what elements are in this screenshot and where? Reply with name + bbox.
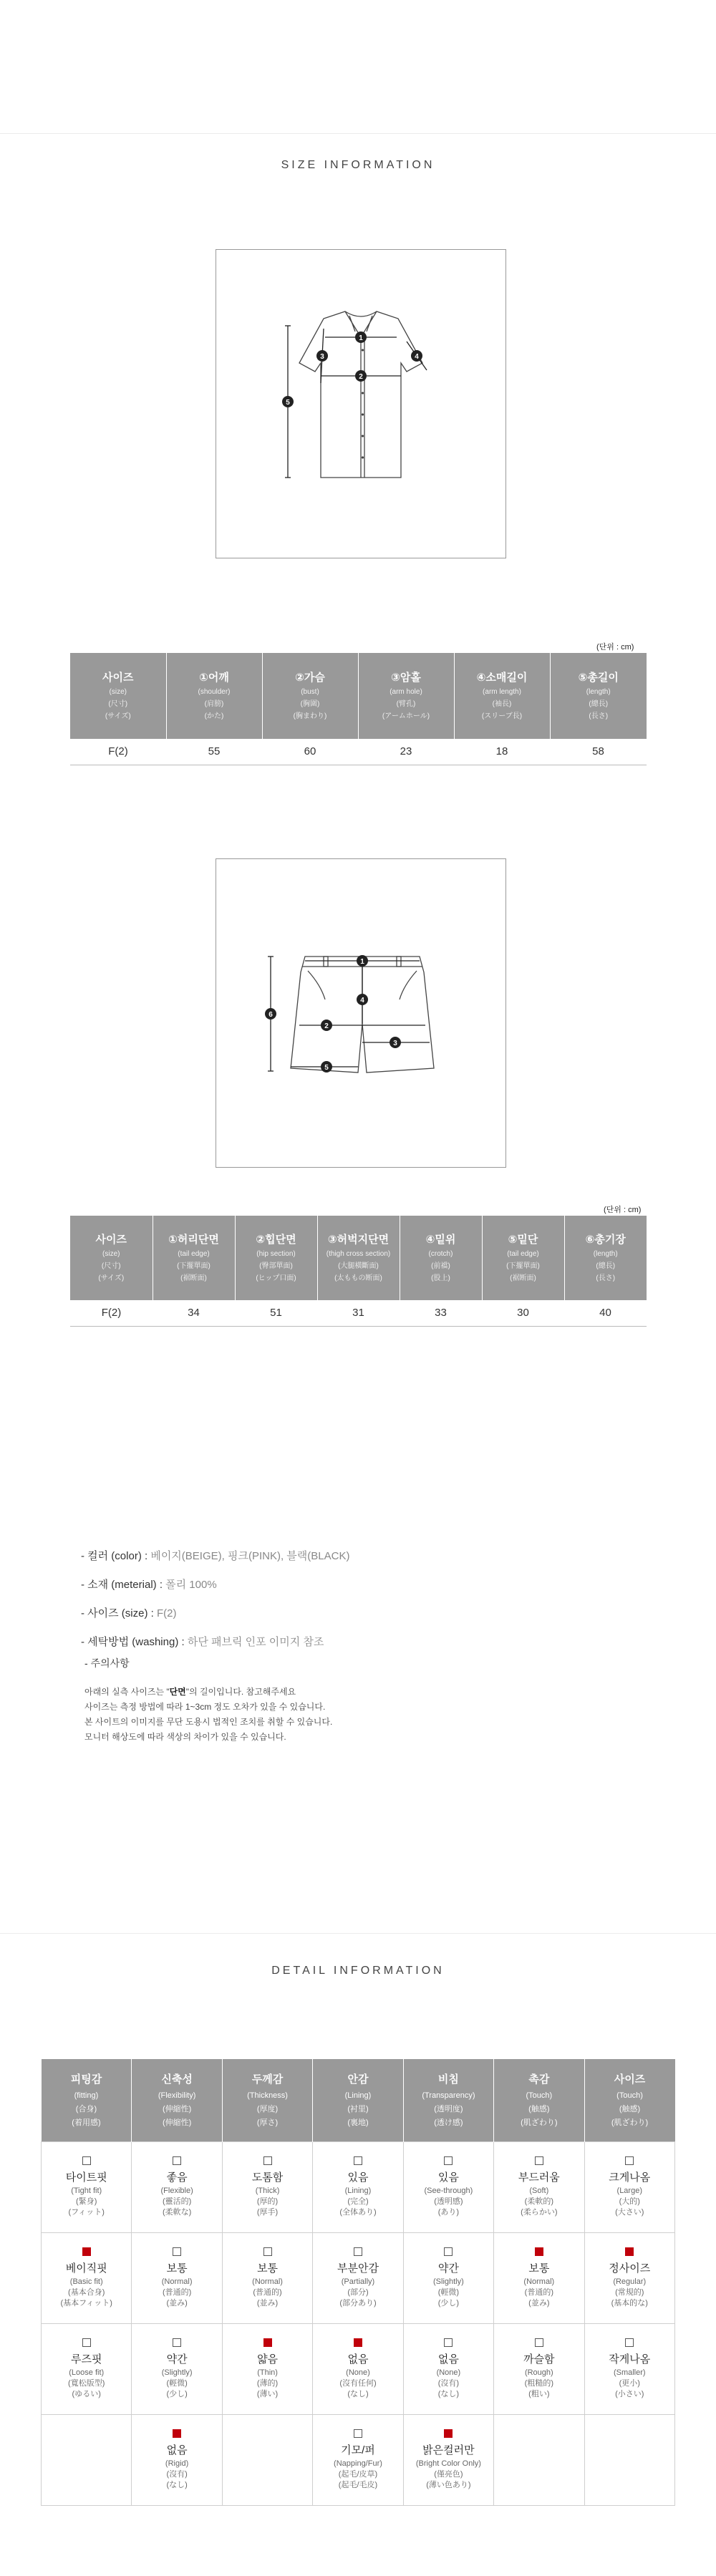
option-sub: (基本的な) [611, 2298, 648, 2308]
option-sub: (Flexible) [160, 2186, 193, 2195]
option-label: 정사이즈 [609, 2262, 651, 2275]
top-unit-note: (단위 : cm) [596, 643, 634, 652]
detail-option [223, 2156, 312, 2218]
option-sub: (Regular) [613, 2277, 647, 2286]
detail-option-cell [313, 2323, 403, 2414]
unchecked-box-icon [82, 2338, 91, 2347]
detail-option-cell [132, 2414, 222, 2505]
detail-option [313, 2338, 402, 2400]
marker-3-label: 3 [320, 353, 324, 361]
table-cell: 30 [482, 1300, 564, 1326]
empty-cell [222, 2414, 312, 2505]
detail-option [494, 2338, 584, 2400]
top-size-table [70, 653, 647, 765]
option-label: 타이트핏 [65, 2171, 107, 2184]
table-cell: F(2) [70, 739, 166, 765]
bottom-size-table [70, 1216, 647, 1327]
unchecked-box-icon [263, 2156, 272, 2165]
option-sub: (粗糙的) [524, 2378, 553, 2388]
option-sub: (粗い) [528, 2389, 550, 2398]
checked-box-icon [625, 2247, 634, 2256]
top-header-size: 사이즈 (size) (尺寸) (サイズ) [70, 653, 166, 739]
bottom-illustration [216, 859, 505, 1167]
top-header-armhole: ③암홀 (arm hole) (臂孔) (アームホール) [358, 653, 454, 739]
option-label: 없음 [437, 2353, 459, 2366]
checked-box-icon [535, 2247, 543, 2256]
detail-option-cell [313, 2141, 403, 2232]
option-label: 도톰함 [251, 2171, 284, 2184]
detail-option [42, 2156, 131, 2218]
list-item: - 사이즈 (size) : F(2) [81, 1607, 177, 1619]
shirt-illustration [216, 250, 505, 558]
option-sub: (Tight fit) [71, 2186, 102, 2195]
option-sub: (大的) [619, 2197, 640, 2206]
option-sub: (柔軟的) [524, 2197, 553, 2206]
detail-header-size: 사이즈 (Touch) (触感) (肌ざわり) [584, 2059, 674, 2141]
unchecked-box-icon [263, 2247, 272, 2256]
bottom-header-thigh: ③허벅지단면 (thigh cross section) (大腿橫斷面) (太ももの断面) [317, 1216, 400, 1300]
checked-box-icon [82, 2247, 91, 2256]
option-label: 있음 [347, 2171, 369, 2184]
detail-option-cell [132, 2141, 222, 2232]
option-sub: (起毛/皮草) [338, 2469, 378, 2479]
option-sub: (輕微) [166, 2378, 188, 2388]
checked-box-icon [444, 2429, 453, 2438]
marker-5-label: 5 [324, 1064, 329, 1072]
marker-4-label: 4 [360, 997, 364, 1004]
option-sub: (大さい) [615, 2207, 644, 2217]
checked-box-icon [354, 2338, 362, 2347]
table-cell: 58 [550, 739, 647, 765]
detail-info-title: DETAIL INFORMATION [271, 1965, 445, 1977]
option-sub: (ゆるい) [72, 2389, 101, 2398]
unchecked-box-icon [82, 2156, 91, 2165]
detail-option [223, 2338, 312, 2400]
table-cell: 55 [166, 739, 262, 765]
option-sub: (輕微) [437, 2287, 460, 2297]
unchecked-box-icon [173, 2338, 181, 2347]
option-label: 보통 [528, 2262, 550, 2275]
detail-option [313, 2429, 402, 2491]
option-sub: (Slightly) [433, 2277, 464, 2286]
bottom-header-hip: ②힙단면 (hip section) (臀部單面) (ヒップ口面) [235, 1216, 317, 1300]
unchecked-box-icon [173, 2156, 181, 2165]
option-sub: (なし) [166, 2480, 188, 2489]
detail-option [132, 2156, 221, 2218]
option-label: 부드러움 [518, 2171, 560, 2184]
detail-option [42, 2338, 131, 2400]
detail-header-flexibility: 신축성 (Flexibility) (伸縮性) (伸縮性) [132, 2059, 222, 2141]
unchecked-box-icon [535, 2338, 543, 2347]
detail-option [404, 2338, 493, 2400]
option-sub: (See-through) [424, 2186, 473, 2195]
option-label: 없음 [166, 2444, 188, 2456]
detail-option [404, 2247, 493, 2309]
bottom-header-length: ⑥총기장 (length) (總長) (長さ) [564, 1216, 647, 1300]
detail-header-touch: 촉감 (Touch) (触感) (肌ざわり) [494, 2059, 584, 2141]
table-cell: 60 [262, 739, 358, 765]
option-sub: (Partially) [341, 2277, 375, 2286]
table-cell: 51 [235, 1300, 317, 1326]
top-header-arm-length: ④소매길이 (arm length) (袖長) (スリーブ長) [454, 653, 550, 739]
detail-option [313, 2156, 402, 2218]
option-sub: (フィット) [68, 2207, 105, 2217]
option-sub: (更小) [619, 2378, 640, 2388]
unchecked-box-icon [173, 2247, 181, 2256]
empty-cell [584, 2414, 674, 2505]
detail-option-cell [403, 2414, 493, 2505]
detail-option [132, 2247, 221, 2309]
unchecked-box-icon [535, 2156, 543, 2165]
option-sub: (僅亮色) [434, 2469, 463, 2479]
option-sub: (Thick) [255, 2186, 280, 2195]
option-label: 크게나옴 [609, 2171, 651, 2184]
table-cell: 18 [454, 739, 550, 765]
detail-option-cell [313, 2414, 403, 2505]
detail-header-transparency: 비침 (Transparency) (透明度) (透け感) [403, 2059, 493, 2141]
list-item: - 소재 (meterial) : 폴리 100% [81, 1579, 217, 1591]
detail-header-thickness: 두께감 (Thickness) (厚度) (厚さ) [222, 2059, 312, 2141]
option-sub: (起毛/毛皮) [338, 2480, 378, 2489]
option-label: 있음 [437, 2171, 459, 2184]
caution-line: 사이즈는 측정 방법에 따라 1~3cm 정도 오차가 있을 수 있습니다. [84, 1702, 326, 1712]
unchecked-box-icon [444, 2338, 453, 2347]
detail-option-cell [403, 2141, 493, 2232]
table-cell: 34 [153, 1300, 235, 1326]
detail-divider [0, 1933, 716, 1934]
unchecked-box-icon [444, 2156, 453, 2165]
top-header-shoulder: ①어깨 (shoulder) (肩膀) (かた) [166, 653, 262, 739]
option-sub: (透明感) [434, 2197, 463, 2206]
option-sub: (並み) [256, 2298, 279, 2308]
bottom-header-hem: ⑤밑단 (tail edge) (下擺單面) (裾断面) [482, 1216, 564, 1300]
bottom-header-crotch: ④밑위 (crotch) (前襠) (股上) [400, 1216, 482, 1300]
option-sub: (小さい) [615, 2389, 644, 2398]
detail-option [585, 2247, 674, 2309]
detail-option-cell [42, 2232, 132, 2323]
detail-option-cell [584, 2141, 674, 2232]
detail-option-cell [403, 2232, 493, 2323]
marker-3-label: 3 [393, 1040, 397, 1047]
option-sub: (Thin) [257, 2368, 278, 2377]
option-sub: (普通的) [524, 2287, 553, 2297]
empty-cell [494, 2414, 584, 2505]
detail-option-cell [42, 2323, 132, 2414]
marker-4-label: 4 [415, 353, 419, 361]
table-row [42, 2323, 675, 2414]
option-sub: (Rough) [524, 2368, 553, 2377]
detail-option-cell [222, 2232, 312, 2323]
option-label: 좋음 [166, 2171, 188, 2184]
detail-option-cell [584, 2232, 674, 2323]
list-item: - 컬러 (color) : 베이지(BEIGE), 핑크(PINK), 블랙(BLACK) [81, 1550, 350, 1562]
detail-option-cell [313, 2232, 403, 2323]
option-sub: (厚的) [256, 2197, 279, 2206]
unchecked-box-icon [625, 2338, 634, 2347]
marker-6-label: 6 [268, 1011, 273, 1019]
detail-option-cell [494, 2323, 584, 2414]
detail-option [223, 2247, 312, 2309]
detail-option-cell [222, 2141, 312, 2232]
table-row [70, 1300, 647, 1326]
table-cell: 23 [358, 739, 454, 765]
option-label: 까슬함 [523, 2353, 555, 2366]
caution-block [84, 1656, 332, 1745]
option-sub: (寬松版型) [68, 2378, 105, 2388]
marker-2-label: 2 [324, 1022, 329, 1030]
option-sub: (None) [346, 2368, 370, 2377]
bottom-diagram [216, 858, 506, 1168]
shirt-diagram [216, 249, 506, 558]
marker-5-label: 5 [286, 399, 290, 407]
detail-option-cell [132, 2232, 222, 2323]
caution-title: - 주의사항 [84, 1657, 130, 1669]
option-sub: (None) [436, 2368, 461, 2377]
option-label: 루즈핏 [70, 2353, 102, 2366]
detail-option-cell [42, 2141, 132, 2232]
option-sub: (沒有) [166, 2469, 188, 2479]
option-sub: (並み) [528, 2298, 550, 2308]
top-header-length: ⑤총길이 (length) (總長) (長さ) [550, 653, 647, 739]
top-divider [0, 133, 716, 134]
list-item: - 세탁방법 (washing) : 하단 패브릭 인포 이미지 참조 [81, 1636, 324, 1648]
option-sub: (基本合身) [68, 2287, 105, 2297]
option-sub: (薄い) [256, 2389, 279, 2398]
option-sub: (なし) [347, 2389, 369, 2398]
option-label: 보통 [257, 2262, 279, 2275]
caution-line: 본 사이트의 이미지를 무단 도용시 법적인 조치를 취할 수 있습니다. [84, 1717, 333, 1727]
option-sub: (沒有) [437, 2378, 460, 2388]
unchecked-box-icon [354, 2247, 362, 2256]
option-label: 약간 [437, 2262, 459, 2275]
checked-box-icon [263, 2338, 272, 2347]
detail-option-cell [222, 2323, 312, 2414]
option-sub: (Bright Color Only) [415, 2459, 481, 2468]
option-sub: (部分あり) [339, 2298, 377, 2308]
option-sub: (Large) [616, 2186, 642, 2195]
size-info-title: SIZE INFORMATION [281, 159, 435, 171]
option-label: 기모/퍼 [341, 2444, 375, 2456]
option-label: 밝은컬러만 [422, 2444, 475, 2456]
option-label: 약간 [166, 2353, 188, 2366]
option-sub: (薄い色あり) [426, 2480, 471, 2489]
option-label: 부분안감 [337, 2262, 379, 2275]
option-sub: (普通的) [253, 2287, 282, 2297]
option-sub: (柔らかい) [521, 2207, 558, 2217]
option-label: 베이직핏 [65, 2262, 107, 2275]
detail-option [132, 2429, 221, 2491]
option-sub: (靈活的) [162, 2197, 192, 2206]
table-cell: 33 [400, 1300, 482, 1326]
detail-option [404, 2429, 493, 2491]
table-row [70, 739, 647, 765]
option-sub: (常規的) [615, 2287, 644, 2297]
option-sub: (薄的) [256, 2378, 279, 2388]
table-cell: 31 [317, 1300, 400, 1326]
detail-option [494, 2156, 584, 2218]
option-sub: (Normal) [161, 2277, 193, 2286]
marker-2-label: 2 [359, 373, 363, 381]
option-label: 없음 [347, 2353, 369, 2366]
option-label: 얇음 [257, 2353, 279, 2366]
option-sub: (Slightly) [161, 2368, 193, 2377]
option-sub: (緊身) [76, 2197, 97, 2206]
option-sub: (全体あり) [339, 2207, 377, 2217]
bottom-header-size: 사이즈 (size) (尺寸) (サイズ) [70, 1216, 153, 1300]
table-row [42, 2232, 675, 2323]
option-label: 보통 [166, 2262, 188, 2275]
detail-option [494, 2247, 584, 2309]
option-sub: (Soft) [529, 2186, 549, 2195]
detail-option [313, 2247, 402, 2309]
caution-line: 모니터 해상도에 따라 색상의 차이가 있을 수 있습니다. [84, 1732, 286, 1742]
option-sub: (Lining) [344, 2186, 372, 2195]
option-sub: (Normal) [252, 2277, 283, 2286]
unchecked-box-icon [444, 2247, 453, 2256]
option-sub: (少し) [437, 2298, 460, 2308]
option-sub: (少し) [166, 2389, 188, 2398]
option-sub: (あり) [437, 2207, 460, 2217]
option-sub: (普通的) [162, 2287, 192, 2297]
detail-option-cell [584, 2323, 674, 2414]
option-sub: (Loose fit) [69, 2368, 105, 2377]
unchecked-box-icon [354, 2429, 362, 2438]
option-sub: (並み) [166, 2298, 188, 2308]
option-sub: (Basic fit) [69, 2277, 103, 2286]
checked-box-icon [173, 2429, 181, 2438]
top-header-bust: ②가슴 (bust) (胸圍) (胸まわり) [262, 653, 358, 739]
unchecked-box-icon [354, 2156, 362, 2165]
option-sub: (沒有任何) [339, 2378, 377, 2388]
option-sub: (完全) [347, 2197, 369, 2206]
option-sub: (Normal) [523, 2277, 555, 2286]
bottom-header-waist: ①허리단면 (tail edge) (下擺單面) (裾断面) [153, 1216, 235, 1300]
detail-header-fitting: 피팅감 (fitting) (合身) (着用感) [42, 2059, 132, 2141]
table-cell: F(2) [70, 1300, 153, 1326]
detail-option [132, 2338, 221, 2400]
detail-header-lining: 안감 (Lining) (衬里) (裏地) [313, 2059, 403, 2141]
detail-option [404, 2156, 493, 2218]
option-sub: (厚手) [256, 2207, 279, 2217]
product-info-list [81, 1542, 349, 1657]
option-sub: (基本フィット) [60, 2298, 112, 2308]
marker-1-label: 1 [359, 334, 363, 342]
detail-option-cell [494, 2141, 584, 2232]
detail-table [41, 2059, 675, 2506]
table-cell: 40 [564, 1300, 647, 1326]
detail-option-cell [132, 2323, 222, 2414]
option-sub: (部分) [347, 2287, 369, 2297]
option-sub: (Smaller) [613, 2368, 646, 2377]
marker-1-label: 1 [360, 958, 364, 966]
option-label: 작게나옴 [609, 2353, 651, 2366]
detail-option [585, 2156, 674, 2218]
option-sub: (柔軟な) [162, 2207, 192, 2217]
bottom-unit-note: (단위 : cm) [604, 1206, 642, 1214]
unchecked-box-icon [625, 2156, 634, 2165]
caution-line: 아래의 실측 사이즈는 "단면"의 길이입니다. 참고해주세요 [84, 1687, 296, 1697]
detail-option-cell [403, 2323, 493, 2414]
empty-cell [42, 2414, 132, 2505]
detail-option [42, 2247, 131, 2309]
table-row [42, 2414, 675, 2505]
detail-option-cell [494, 2232, 584, 2323]
table-row [42, 2141, 675, 2232]
detail-option [585, 2338, 674, 2400]
option-sub: (なし) [437, 2389, 460, 2398]
option-sub: (Rigid) [165, 2459, 189, 2468]
option-sub: (Napping/Fur) [334, 2459, 382, 2468]
